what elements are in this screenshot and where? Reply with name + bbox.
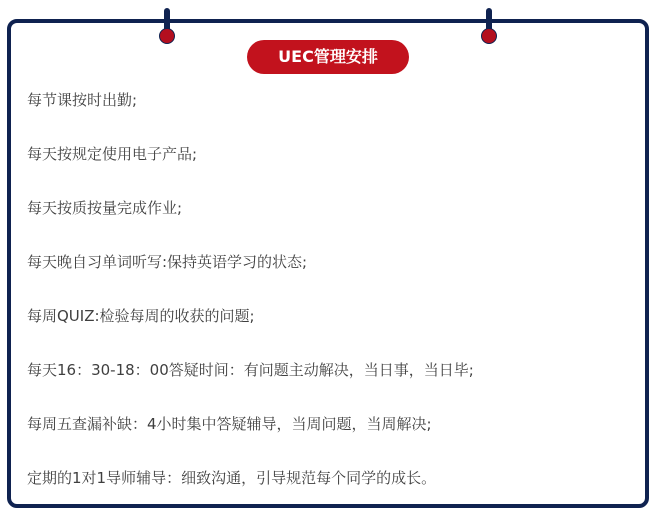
title-badge: UEC管理安排 [247,40,409,74]
pin-icon-right [474,8,504,54]
list-item: 每节课按时出勤; [27,91,138,109]
pin-head [481,28,497,44]
list-item: 每天晚自习单词听写:保持英语学习的状态; [27,253,308,271]
pin-head [159,28,175,44]
list-item: 每天16：30-18：00答疑时间：有问题主动解决，当日事，当日毕; [27,361,474,379]
list-item: 定期的1对1导师辅导：细致沟通，引导规范每个同学的成长。 [27,469,437,487]
list-item: 每天按质按量完成作业; [27,199,183,217]
management-list [27,90,627,522]
list-item: 每天按规定使用电子产品; [27,145,198,163]
list-item: 每周QUIZ:检验每周的收获的问题; [27,307,255,325]
list-item: 每周五查漏补缺：4小时集中答疑辅导，当周问题，当周解决; [27,415,432,433]
pin-icon-left [152,8,182,54]
